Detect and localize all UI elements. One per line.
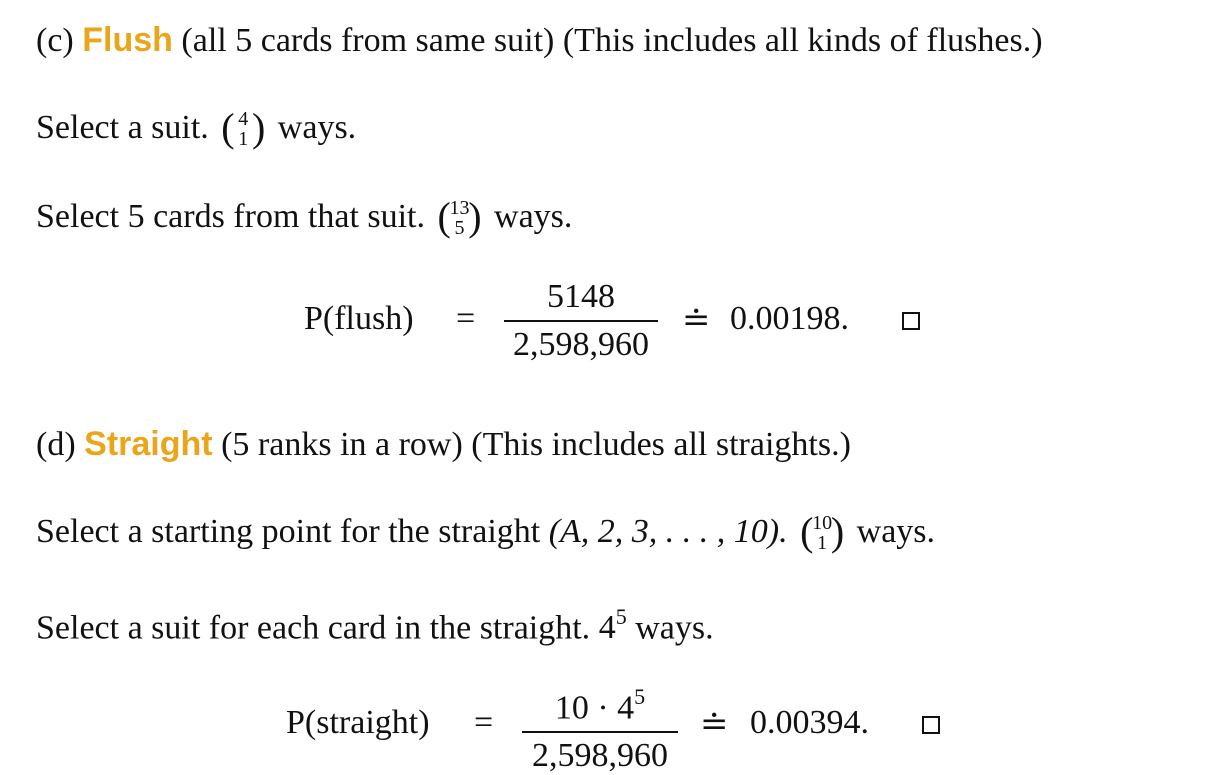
flush-keyword: Flush	[82, 21, 173, 59]
binomial-13-choose-5: ( 13 5 )	[437, 194, 482, 240]
fraction-numerator: 5148	[547, 278, 615, 315]
flush-step-cards	[36, 194, 573, 240]
straight-heading	[36, 424, 851, 465]
qed-square-icon	[902, 312, 920, 330]
straight-step-suit	[36, 599, 714, 648]
flush-label: (c)	[36, 22, 74, 59]
straight-step-start	[36, 509, 936, 555]
flush-step2-suffix: ways.	[494, 198, 573, 235]
numerator-exponent: 5	[634, 684, 646, 709]
straight-label: (d)	[36, 426, 76, 463]
approx-equals-sign: ≐	[700, 706, 729, 743]
qed-square-icon	[922, 716, 940, 734]
power-base: 4	[598, 609, 616, 647]
power-exponent: 5	[615, 604, 627, 629]
power-expression	[598, 604, 627, 647]
equals-sign: =	[474, 704, 494, 741]
flush-step1-text: Select a suit.	[36, 109, 209, 146]
binomial-bottom: 1	[817, 532, 828, 555]
binomial-top: 10	[812, 512, 833, 535]
fraction-denominator: 2,598,960	[513, 326, 649, 363]
binomial-top: 13	[449, 197, 470, 220]
straight-description: (5 ranks in a row) (This includes all straights.)	[221, 426, 851, 463]
flush-step1-suffix: ways.	[277, 109, 357, 146]
straight-step1-text: Select a starting point for the straight	[36, 513, 541, 550]
straight-keyword: Straight	[84, 425, 213, 463]
straight-fraction	[522, 680, 678, 775]
binomial-bottom: 1	[238, 128, 249, 151]
flush-description: (all 5 cards from same suit) (This includes all kinds of flushes.)	[181, 22, 1043, 59]
flush-step2-text: Select 5 cards from that suit.	[36, 198, 426, 235]
approx-equals-sign: ≐	[682, 302, 711, 339]
numerator-base: 10 · 4	[554, 689, 635, 727]
straight-prob-lhs: P(straight)	[286, 704, 430, 741]
binomial-top: 4	[238, 108, 249, 131]
binomial-4-choose-1: ( 4 1 )	[221, 105, 266, 151]
binomial-bottom: 5	[454, 217, 465, 240]
flush-prob-lhs: P(flush)	[304, 300, 414, 337]
fraction-bar	[522, 731, 678, 733]
fraction-bar	[504, 320, 658, 322]
equals-sign: =	[456, 300, 476, 337]
straight-result: 0.00394.	[750, 704, 869, 741]
flush-step-suit	[36, 105, 357, 151]
straight-step2-suffix: ways.	[635, 609, 714, 647]
fraction-numerator	[522, 680, 678, 727]
straight-step1-suffix: ways.	[856, 513, 936, 550]
straight-step1-math: (A, 2, 3, . . . , 10).	[548, 513, 788, 550]
straight-step2-text: Select a suit for each card in the straight.	[36, 609, 591, 647]
binomial-10-choose-1: ( 10 1 )	[800, 509, 845, 555]
flush-fraction	[504, 278, 658, 364]
flush-result: 0.00198.	[730, 300, 849, 337]
fraction-denominator: 2,598,960	[532, 737, 668, 775]
flush-heading	[36, 20, 1043, 61]
